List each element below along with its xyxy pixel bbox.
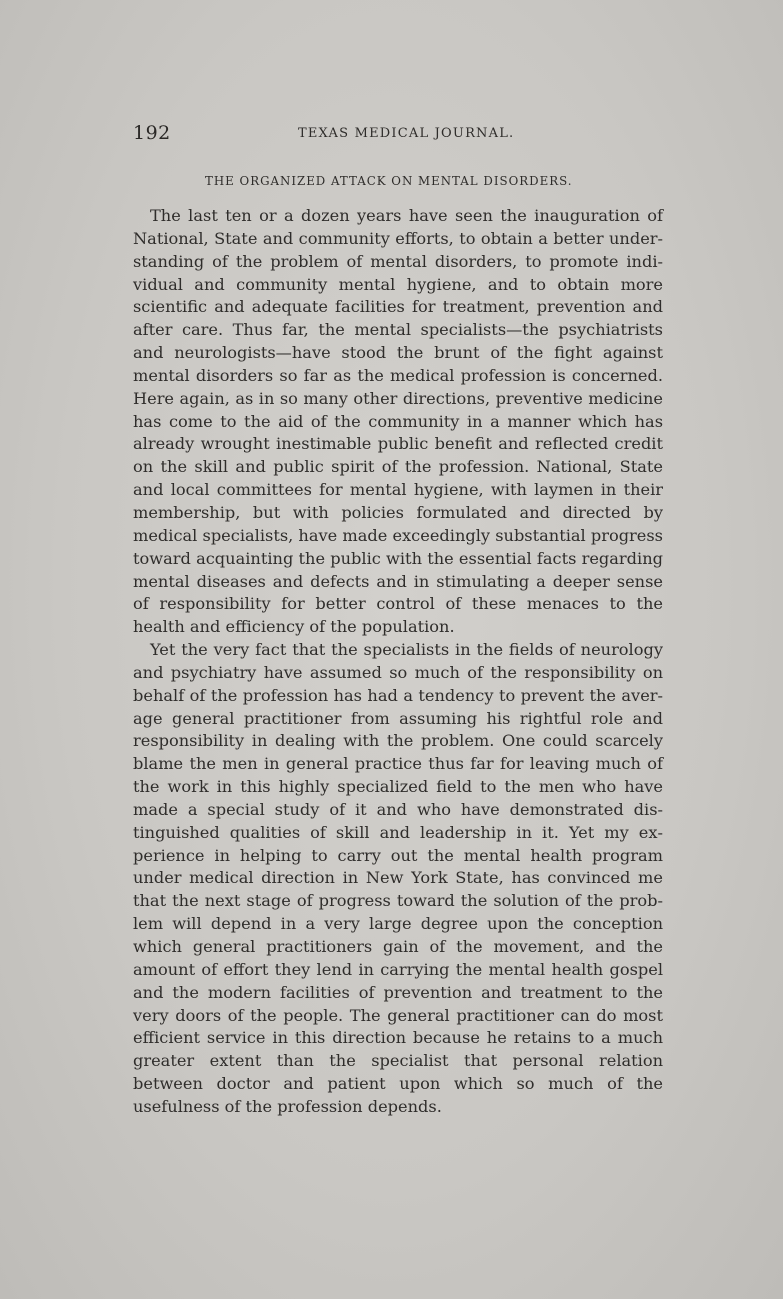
article-body [133, 205, 663, 1119]
running-head: TEXAS MEDICAL JOURNAL. [298, 126, 515, 141]
page-header [133, 120, 663, 150]
paragraph: Yet the very fact that the specialists in the fields of neurology and psychiatry have assumed so much of the responsibility on behalf of the profession has had a tendency to prevent the average general practitioner from assuming his rightful role and responsibility in dealing with the problem. One could scarcely blame the men in general practice thus far for leaving much of the work in this highly specialized field to the men who have made a special study of it and who have demonstrated distinguished qualities of skill and leadership in it. Yet my experience in helping to carry out the mental health program under medical direction in New York State, has convinced me that the next stage of progress toward the solution of the problem will depend in a very large degree upon the conception which general practitioners gain of the movement, and the amount of effort they lend in carrying the mental health gospel and the modern facilities of prevention and treatment to the very doors of the people. The general practitioner can do most efficient service in this direction because he retains to a much greater extent than the specialist that personal relation between doctor and patient upon which so much of the usefulness of the profession depends. [133, 640, 663, 1116]
article-title: THE ORGANIZED ATTACK ON MENTAL DISORDERS. [205, 174, 573, 188]
page-number: 192 [133, 122, 171, 144]
paragraph: The last ten or a dozen years have seen the inauguration of National, State and community efforts, to obtain a better understanding of the problem of mental disorders, to promote individual and community mental hygiene, and to obtain more scientific and adequate facilities for treatment, prevention and after care. Thus far, the mental specialists—the psychiatrists and neurologists—have stood the brunt of the fight against mental disorders so far as the medical profession is concerned. Here again, as in so many other directions, preventive medicine has come to the aid of the community in a manner which has already wrought inestimable public benefit and reflected credit on the skill and public spirit of the profession. National, State and local committees for mental hygiene, with laymen in their membership, but with policies formulated and directed by medical specialists, have made exceedingly substantial progress toward acquainting the public with the essential facts regarding mental diseases and defects and in stimulating a deeper sense of responsibility for better control of these menaces to the health and efficiency of the population. [133, 206, 663, 637]
